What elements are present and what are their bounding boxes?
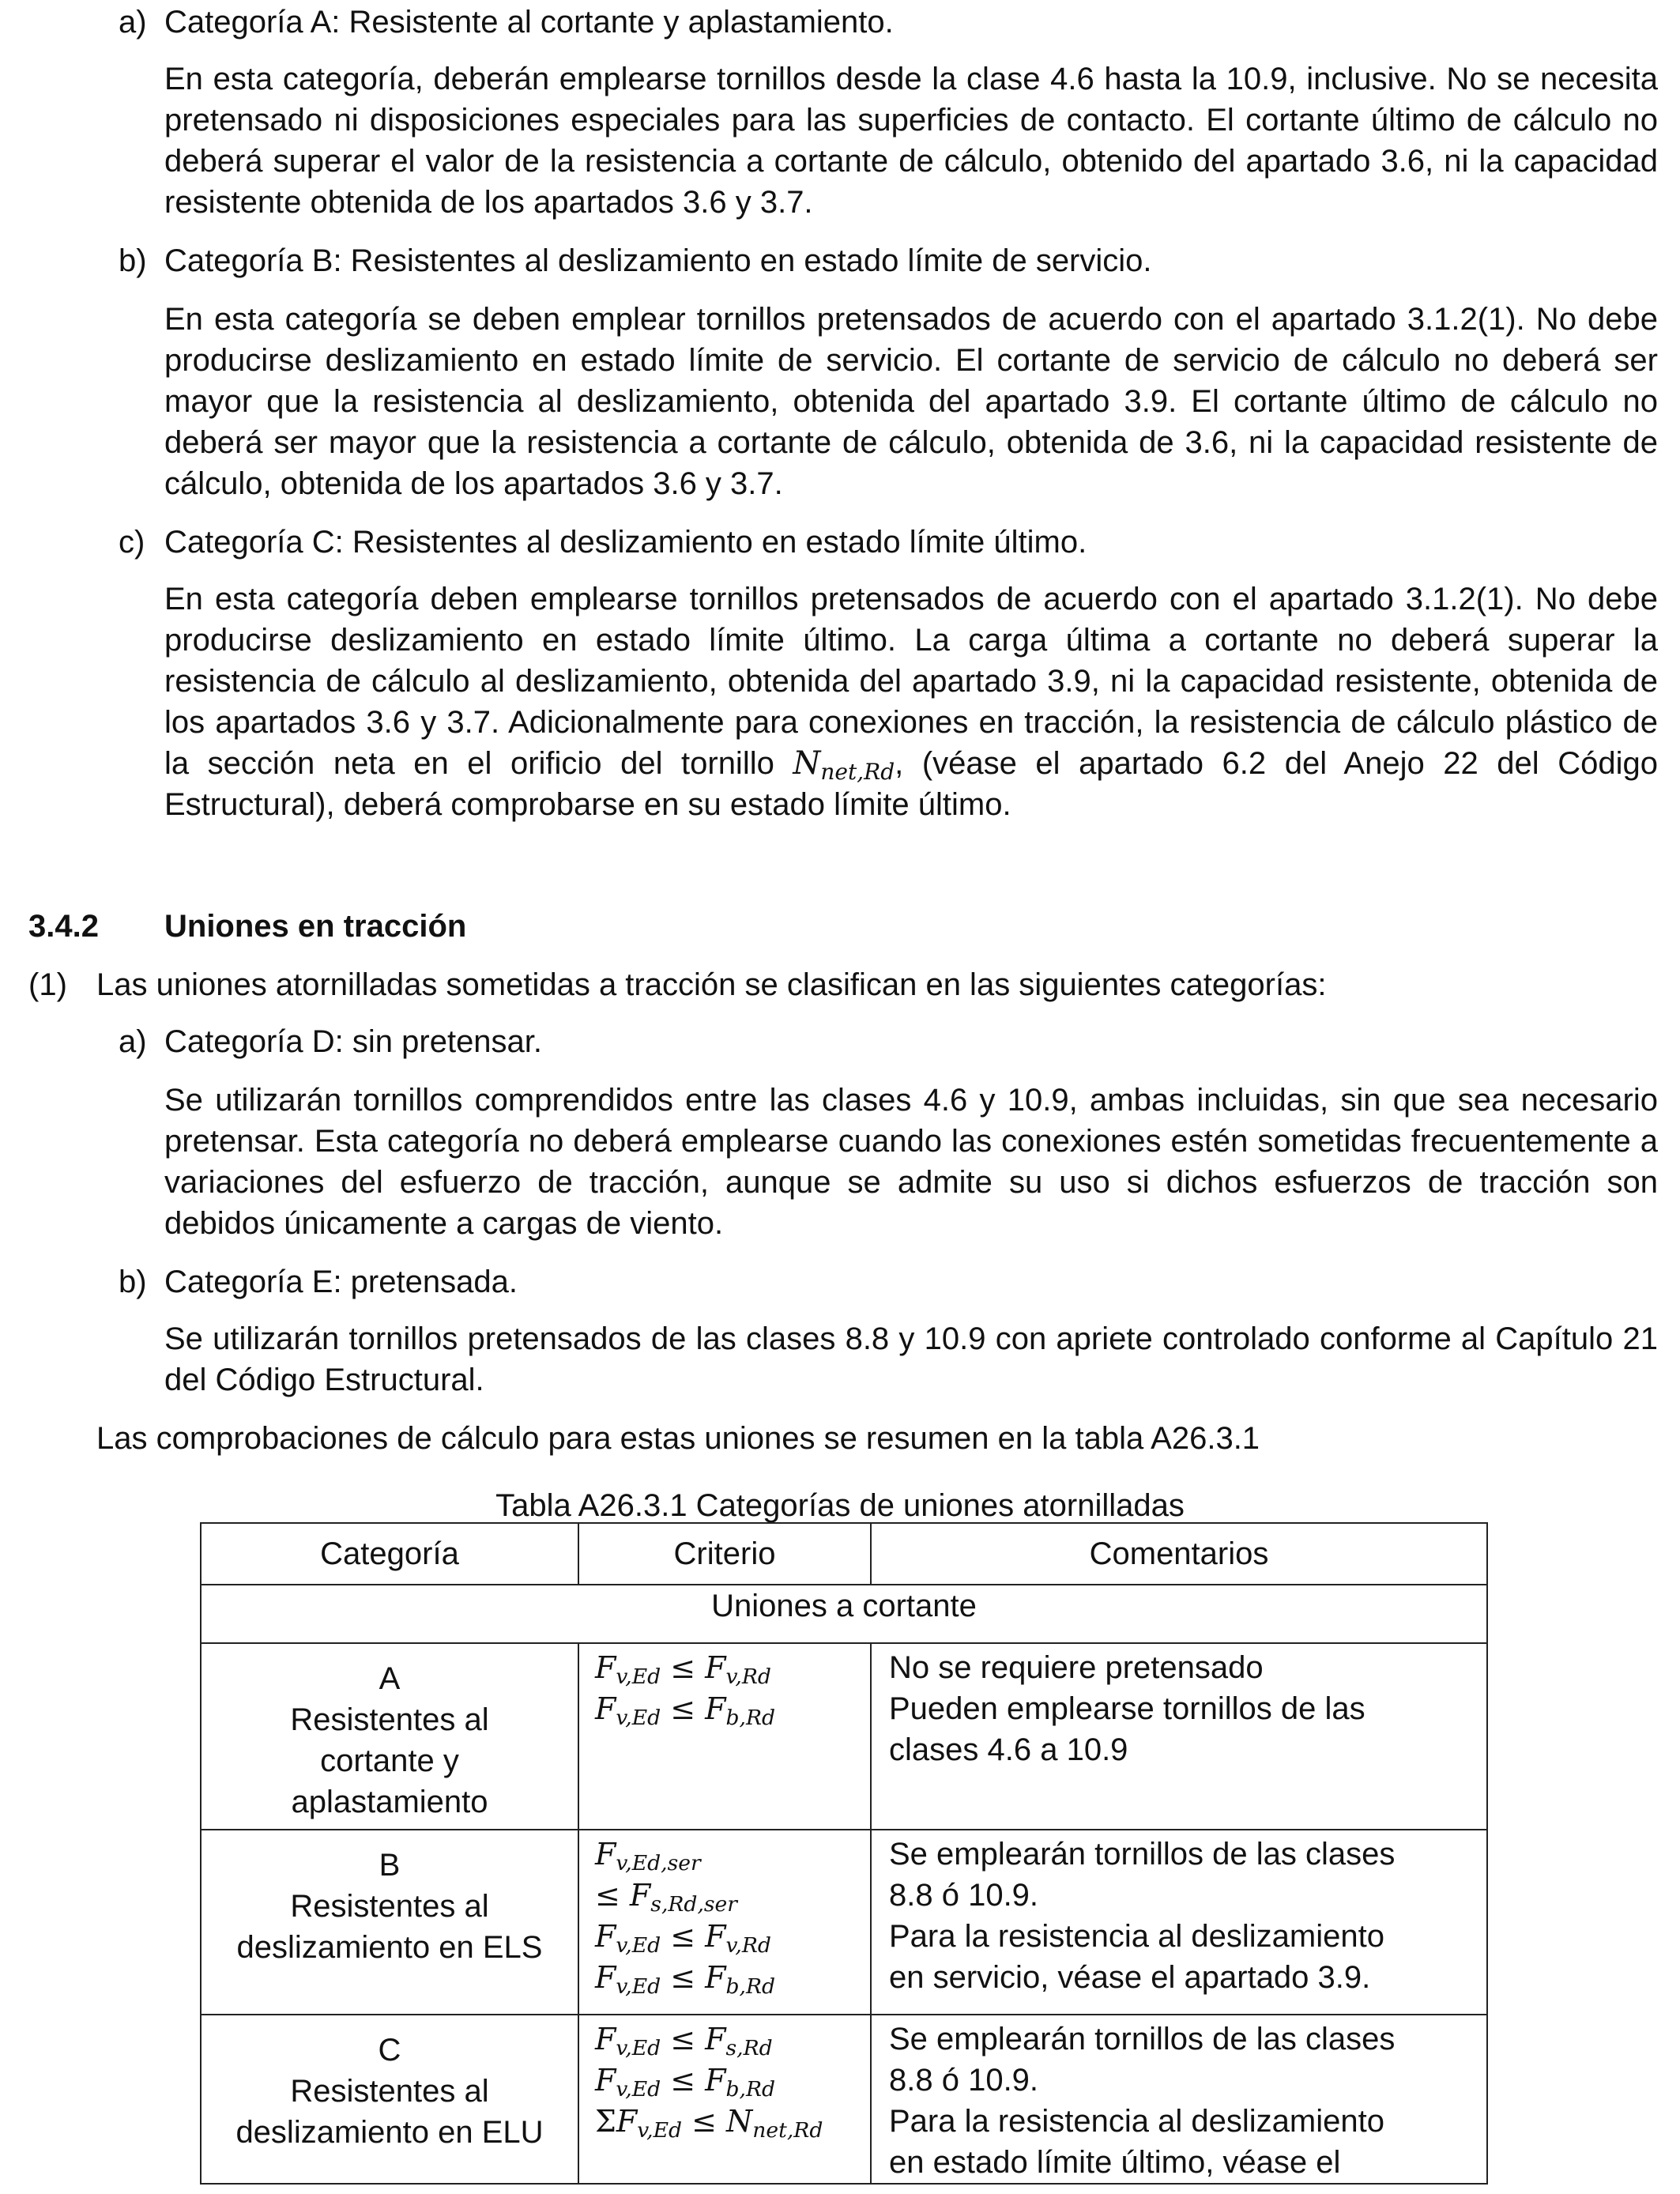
criterion-formula: $F_{v,Ed} \le F_{v,Rd}$	[595, 1919, 771, 1958]
table-caption: Tabla A26.3.1 Categorías de uniones atornilladas	[495, 1488, 1185, 1523]
criterion-formula: ≤ $F_{s,Rd,ser}$	[595, 1878, 737, 1917]
table-header-row	[201, 1523, 1487, 1585]
list-title: Categoría B: Resistentes al deslizamiento en estado límite de servicio.	[164, 243, 1152, 278]
comment-cell: Se emplearán tornillos de las clases 8.8 ó 10.9. Para la resistencia al deslizamiento en estado límite último, véase el	[871, 2015, 1487, 2184]
cat-c-body-text: En esta categoría deben emplearse tornillos pretensados de acuerdo con el apartado 3.1.2(1). No debe producirse deslizamiento en estado límite último. La carga última a cortante no deberá superar la resistencia de cálculo al deslizamiento, obtenida del apartado 3.9, ni la capacidad resistente, obtenida de los apartados 3.6 y 3.7. Adicionalmente para conexiones en tracción, la resistencia de cálculo plástico de la sección neta en el orificio del tornillo	[164, 582, 1658, 781]
bolted-joints-table	[200, 1522, 1488, 2185]
cat-d-body: Se utilizarán tornillos comprendidos entre las clases 4.6 y 10.9, ambas incluidas, sin que sea necesario pretensar. Esta categoría no deberá emplearse cuando las conexiones estén sometidas frecuentemente a variaciones del esfuerzo de tracción, aunque se admite su uso si dichos esfuerzos de tracción son debidos únicamente a cargas de viento.	[164, 1083, 1658, 1241]
list-title: Categoría C: Resistentes al deslizamiento en estado límite último.	[164, 525, 1087, 560]
table-row	[201, 1830, 1487, 2015]
cat-e-body: Se utilizarán tornillos pretensados de las clases 8.8 y 10.9 con apriete controlado conforme al Capítulo 21 del Código Estructural.	[164, 1321, 1658, 1397]
paragraph-label: (1)	[28, 967, 67, 1002]
criterion-cell	[578, 1830, 871, 2015]
n-net-rd-symbol: $N_{net,Rd}$	[793, 745, 895, 785]
table-group-label: Uniones a cortante	[201, 1585, 1487, 1643]
table-header-category: Categoría	[201, 1523, 578, 1585]
paragraph-text: Las uniones atornilladas sometidas a tracción se clasifican en las siguientes categorías:	[96, 967, 1327, 1002]
cat-c-body-text-end: , (véase el apartado 6.2 del Anejo 22 del Código Estructural), deberá comprobarse en su estado límite último.	[164, 746, 1658, 822]
category-cell: A Resistentes al cortante y aplastamiento	[201, 1643, 578, 1830]
list-label: a)	[119, 1024, 147, 1059]
section-number: 3.4.2	[28, 909, 99, 944]
summary-text: Las comprobaciones de cálculo para estas uniones se resumen en la tabla A26.3.1	[96, 1421, 1260, 1456]
criterion-formula: $F_{v,Ed,ser}$	[595, 1837, 701, 1875]
criterion-formula: $F_{v,Ed} \le F_{v,Rd}$	[595, 1650, 771, 1689]
comment-cell: Se emplearán tornillos de las clases 8.8 ó 10.9. Para la resistencia al deslizamiento en servicio, véase el apartado 3.9.	[871, 1830, 1487, 2015]
category-cell: B Resistentes al deslizamiento en ELS	[201, 1830, 578, 2015]
list-label: b)	[119, 243, 147, 278]
criterion-cell	[578, 2015, 871, 2184]
table-group-row	[201, 1585, 1487, 1643]
section-title: Uniones en tracción	[164, 909, 467, 944]
criterion-formula: $F_{v,Ed} \le F_{b,Rd}$	[595, 1691, 776, 1730]
table-header-comments: Comentarios	[871, 1523, 1487, 1585]
list-label: a)	[119, 5, 147, 40]
list-title: Categoría E: pretensada.	[164, 1265, 518, 1299]
criterion-cell	[578, 1643, 871, 1830]
category-cell: C Resistentes al deslizamiento en ELU	[201, 2015, 578, 2184]
table-row	[201, 2015, 1487, 2184]
list-title: Categoría A: Resistente al cortante y aplastamiento.	[164, 5, 894, 40]
criterion-formula: $F_{v,Ed} \le F_{s,Rd}$	[595, 2022, 773, 2060]
list-label: b)	[119, 1265, 147, 1299]
criterion-formula: $F_{v,Ed} \le F_{b,Rd}$	[595, 2063, 776, 2102]
cat-a-body: En esta categoría, deberán emplearse tornillos desde la clase 4.6 hasta la 10.9, inclusive. No se necesita pretensado ni disposiciones especiales para las superficies de contacto. El cortante último de cálculo no deberá superar el valor de la resistencia a cortante de cálculo, obtenido del apartado 3.6, ni la capacidad resistente obtenida de los apartados 3.6 y 3.7.	[164, 62, 1658, 220]
criterion-formula: $\Sigma F_{v,Ed} \le N_{net,Rd}$	[595, 2104, 823, 2143]
table-header-criterion: Criterio	[578, 1523, 871, 1585]
cat-b-body: En esta categoría se deben emplear tornillos pretensados de acuerdo con el apartado 3.1.2(1). No debe producirse deslizamiento en estado límite de servicio. El cortante de servicio de cálculo no deberá ser mayor que la resistencia al deslizamiento, obtenida del apartado 3.9. El cortante último de cálculo no deberá ser mayor que la resistencia a cortante de cálculo, obtenida de 3.6, ni la capacidad resistente de cálculo, obtenida de los apartados 3.6 y 3.7.	[164, 302, 1658, 501]
criterion-formula: $F_{v,Ed} \le F_{b,Rd}$	[595, 1960, 776, 1999]
table-row	[201, 1643, 1487, 1830]
cat-c-body	[164, 579, 1658, 825]
list-title: Categoría D: sin pretensar.	[164, 1024, 543, 1059]
list-label: c)	[119, 525, 145, 560]
comment-cell: No se requiere pretensado Pueden emplearse tornillos de las clases 4.6 a 10.9	[871, 1643, 1487, 1830]
